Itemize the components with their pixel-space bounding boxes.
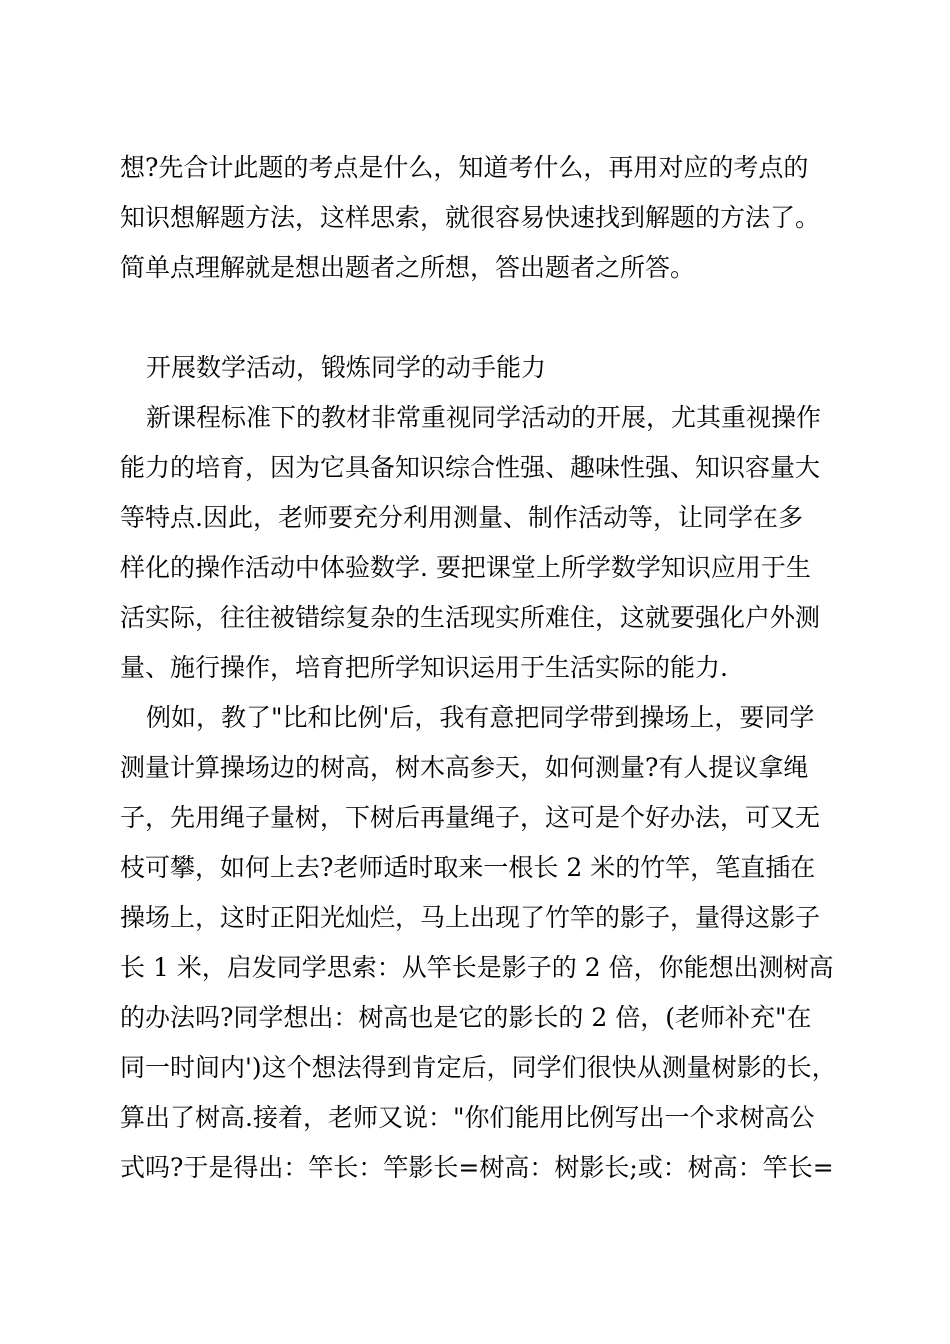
paragraph-line: 同一时间内')这个想法得到肯定后，同学们很快从测量树影的长， [120, 1053, 837, 1082]
paragraph-line: 子，先用绳子量树，下树后再量绳子，这可是个好办法，可又无 [120, 803, 821, 832]
paragraph-line: 例如，教了"比和比例'后，我有意把同学带到操场上，要同学 [146, 703, 815, 732]
paragraph-line: 简单点理解就是想出题者之所想，答出题者之所答。 [120, 253, 696, 282]
paragraph-line: 量、施行操作，培育把所学知识运用于生活实际的能力. [120, 653, 728, 682]
paragraph-line: 活实际，往往被错综复杂的生活现实所难住，这就要强化户外测 [120, 603, 821, 632]
paragraph-line: 能力的培育，因为它具备知识综合性强、趣味性强、知识容量大 [120, 453, 821, 482]
paragraph-line: 的办法吗?同学想出：树高也是它的影长的 2 倍，(老师补充"在 [120, 1003, 812, 1032]
paragraph-line: 测量计算操场边的树高，树木高参天，如何测量?有人提议拿绳 [120, 753, 809, 782]
paragraph-line: 等特点.因此，老师要充分利用测量、制作活动等，让同学在多 [120, 503, 803, 532]
paragraph-line: 想?先合计此题的考点是什么，知道考什么，再用对应的考点的 [120, 153, 809, 182]
paragraph-line: 操场上，这时正阳光灿烂，马上出现了竹竿的影子，量得这影子 [120, 903, 821, 932]
paragraph-line: 长 1 米，启发同学思索：从竿长是影子的 2 倍，你能想出测树高 [120, 953, 834, 982]
paragraph-line: 式吗?于是得出：竿长：竿影长=树高：树影长;或：树高：竿长= [120, 1153, 834, 1182]
paragraph-line: 算出了树高.接着，老师又说："你们能用比例写出一个求树高公 [120, 1103, 815, 1132]
paragraph-line: 知识想解题方法，这样思索，就很容易快速找到解题的方法了。 [120, 203, 821, 232]
paragraph-line: 枝可攀，如何上去?老师适时取来一根长 2 米的竹竿，笔直插在 [120, 853, 816, 882]
paragraph-line: 新课程标准下的教材非常重视同学活动的开展，尤其重视操作 [146, 403, 822, 432]
paragraph-line: 样化的操作活动中体验数学. 要把课堂上所学数学知识应用于生 [120, 553, 811, 582]
section-heading: 开展数学活动，锻炼同学的动手能力 [146, 353, 547, 382]
